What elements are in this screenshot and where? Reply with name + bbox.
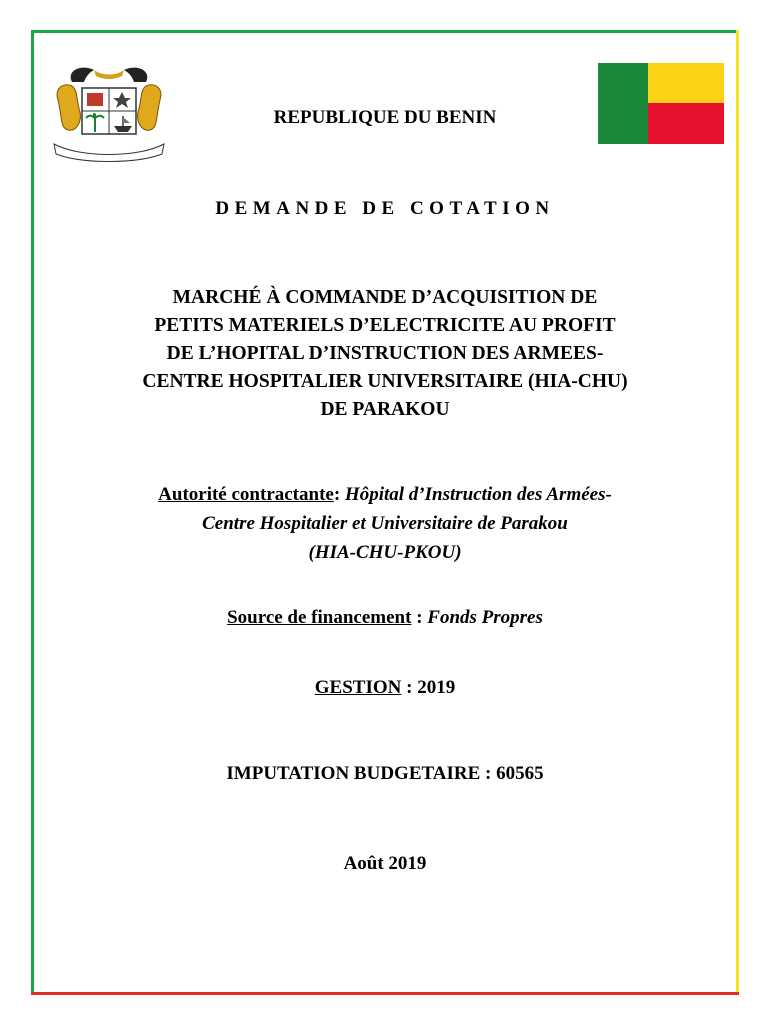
funding-label: Source de financement [227,607,412,628]
document-date: Août 2019 [343,853,427,874]
market-description [70,284,700,424]
gestion-label: GESTION [314,677,402,698]
authority-value-line: Centre Hospitalier et Universitaire de Parakou [202,513,568,534]
authority-value-line: Hôpital d’Instruction des Armées- [344,484,612,505]
market-line: CENTRE HOSPITALIER UNIVERSITAIRE (HIA-CHU) [142,371,628,392]
contracting-authority [40,480,730,567]
page-border-left [31,30,34,995]
market-line: DE PARAKOU [320,399,450,420]
authority-separator: : [333,484,345,505]
funding-source [0,607,770,629]
authority-label: Autorité contractante [158,484,334,505]
gestion-separator: : [401,677,418,698]
page-border-bottom [31,992,739,995]
market-line: MARCHÉ À COMMANDE D’ACQUISITION DE [172,287,598,308]
page-border-top [31,30,739,33]
document-title: DEMANDE DE COTATION [215,198,555,219]
funding-separator: : [411,607,428,628]
funding-value: Fonds Propres [427,607,543,628]
benin-flag [598,63,724,144]
page-border-right [736,30,739,995]
country-heading: REPUBLIQUE DU BENIN [273,107,497,128]
budget-imputation: IMPUTATION BUDGETAIRE : 60565 [226,763,544,784]
market-line: DE L’HOPITAL D’INSTRUCTION DES ARMEES- [166,343,604,364]
gestion-year [0,677,770,699]
authority-value-line: (HIA-CHU-PKOU) [308,542,462,563]
gestion-value: 2019 [417,677,456,698]
market-line: PETITS MATERIELS D’ELECTRICITE AU PROFIT [154,315,616,336]
authority-line-1 [40,480,730,509]
